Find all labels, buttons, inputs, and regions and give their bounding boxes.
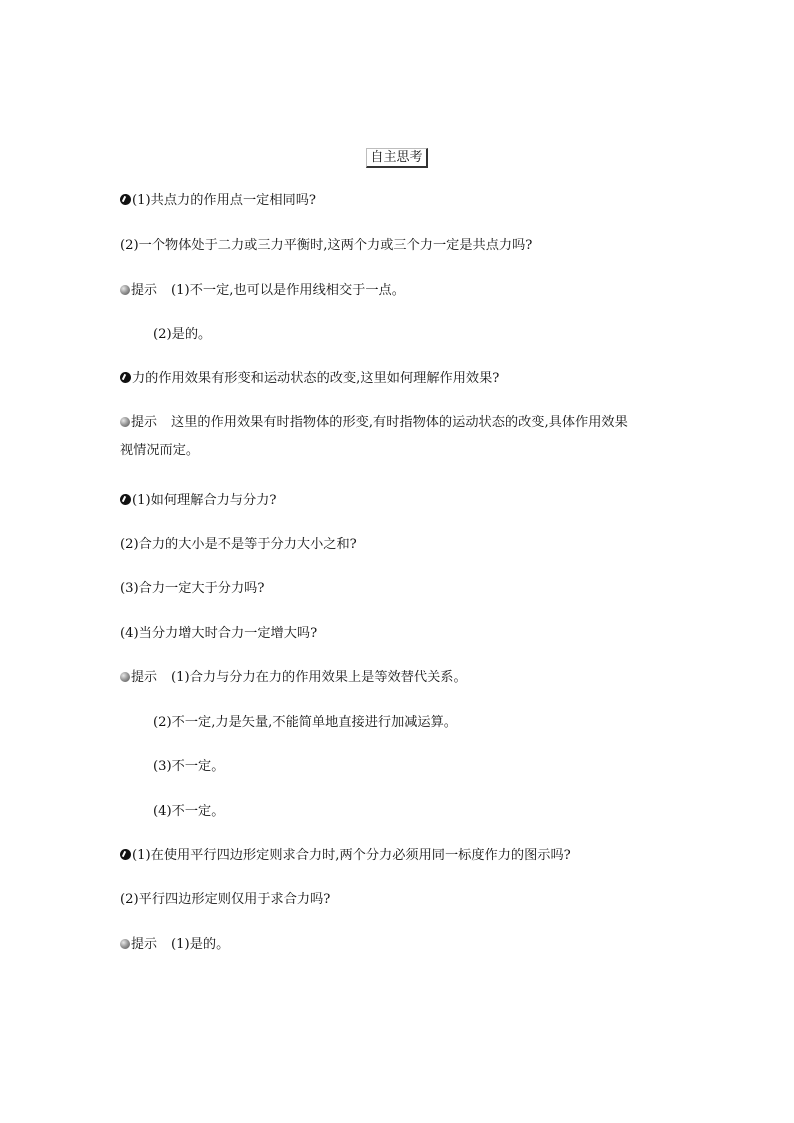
question-3-part-3: (3)合力一定大于分力吗? [120,581,265,596]
hint-bullet-icon [120,417,130,427]
question-marker-icon [120,194,131,205]
section-heading: 自主思考 [366,148,427,168]
question-marker-icon [120,849,131,860]
hint-3-part-2: (2)不一定,力是矢量,不能简单地直接进行加减运算。 [153,715,457,730]
question-3-part-1: (1)如何理解合力与分力? [120,492,276,510]
question-3-part-4: (4)当分力增大时合力一定增大吗? [120,626,318,641]
question-marker-icon [120,372,131,383]
hint-3-part-1: 提示 (1)合力与分力在力的作用效果上是等效替代关系。 [120,669,467,687]
hint-3-part-4: (4)不一定。 [153,804,225,819]
hint-bullet-icon [120,285,130,295]
question-3-part-2: (2)合力的大小是不是等于分力大小之和? [120,537,357,552]
hint-1-part-2: (2)是的。 [153,327,212,342]
hint-bullet-icon [120,672,130,682]
hint-3-part-3: (3)不一定。 [153,759,225,774]
hint-4-part-1: 提示 (1)是的。 [120,936,229,954]
question-2: 力的作用效果有形变和运动状态的改变,这里如何理解作用效果? [120,370,499,388]
hint-1-part-1: 提示 (1)不一定,也可以是作用线相交于一点。 [120,282,405,300]
question-marker-icon [120,494,131,505]
question-1-part-2: (2)一个物体处于二力或三力平衡时,这两个力或三个力一定是共点力吗? [120,238,533,253]
hint-2: 提示 这里的作用效果有时指物体的形变,有时指物体的运动状态的改变,具体作用效果 视情况而定。 [120,415,628,458]
hint-bullet-icon [120,939,130,949]
question-1-part-1: (1)共点力的作用点一定相同吗? [120,192,316,210]
section-heading-wrap [0,146,794,168]
question-4-part-1: (1)在使用平行四边形定则求合力时,两个分力必须用同一标度作力的图示吗? [120,847,571,865]
question-4-part-2: (2)平行四边形定则仅用于求合力吗? [120,892,331,907]
